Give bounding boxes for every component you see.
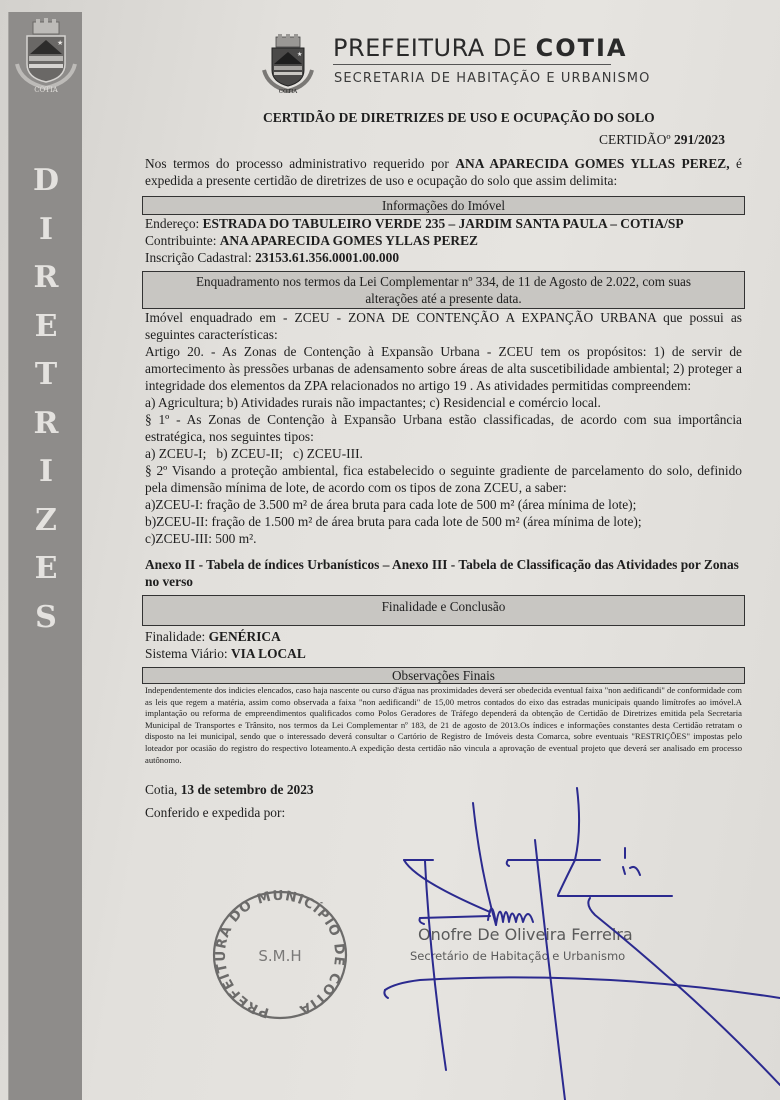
banner-letter: Z [35,502,57,538]
banner-letter: T [34,357,58,392]
framework-heading-line1: Enquadramento nos termos da Lei Complementar nº 334, de 11 de Agosto de 2.022, com suas [195,274,692,289]
property-taxpayer [145,232,742,249]
header-subtitle: SECRETARIA DE HABITAÇÃO E URBANISMO [334,71,651,86]
article-20: Artigo 20. - As Zonas de Contenção à Expansão Urbana - ZCEU tem os propósitos: 1) de servir de amortecimento às pressões urbanas de adensamento sobre áreas de alta suscetibilidade ambiental; 2) proteger a integridade dos elementos da ZPA relacionados no artigo 19 . As atividades permitidas compreendem: [145,344,742,393]
header-divider [333,64,611,65]
banner-letter: I [38,454,54,489]
svg-text:★: ★ [57,39,64,47]
intro-text: Nos termos do processo administrativo requerido por [145,156,456,171]
label: Sistema Viário: [145,646,231,661]
document-title: CERTIDÃO DE DIRETRIZES DE USO E OCUPAÇÃO DO SOLO [263,110,655,125]
svg-text:COTIA: COTIA [278,89,298,94]
header-title-prefix: PREFEITURA DE [333,34,536,62]
banner-letter: E [34,551,58,586]
svg-text:COTIA: COTIA [34,86,58,94]
registry-value: 23153.61.356.0001.00.000 [255,250,400,265]
certificate-number [599,132,725,148]
section-heading-observations: Observações Finais [142,667,745,684]
svg-text:S.M.H: S.M.H [258,947,302,965]
intro-text-end: é expedida a presente certidão de diretrizes de uso e ocupação do solo que assim delimita: [145,156,743,188]
issue-place: Cotia, [145,782,181,798]
banner-letter: I [38,211,54,247]
header-title [333,34,628,62]
zceu-1-rule: a)ZCEU-I: fração de 3.500 m² de área bruta para cada lote de 500 m² (área mínima de lote); [145,497,637,512]
signatory-name: Onofre De Oliveira Ferreira [418,925,633,944]
taxpayer-value: ANA APARECIDA GOMES YLLAS PEREZ [219,233,478,248]
applicant-name: ANA APARECIDA GOMES YLLAS PEREZ, [455,156,730,171]
purpose-value: GENÉRICA [208,629,281,644]
header-title-city: COTIA [535,34,628,62]
label: Contribuinte: [145,233,220,248]
label: Endereço: [145,216,203,231]
banner-letter: E [34,308,58,344]
intro-paragraph [145,155,742,189]
annex-note: Anexo II - Tabela de índices Urbanísticos – Anexo III - Tabela de Classificação das Atividades por Zonas no verso [145,557,739,589]
zceu-2-rule: b)ZCEU-II: fração de 1.500 m² de área bruta para cada lote de 500 m² (área mínima de lote); [145,514,642,529]
road-system [145,645,742,662]
paragraph-2: § 2º Visando a proteção ambiental, fica estabelecido o seguinte gradiente de parcelamento do solo, definido pela dimensão mínima de lote, de acordo com os tipos de zona ZCEU, a saber: [145,463,742,495]
label: Inscrição Cadastral: [145,250,256,265]
banner-letter: R [33,405,59,441]
official-stamp [205,888,355,1023]
issued-by-label: Conferido e expedida por: [145,805,286,821]
svg-text:★: ★ [297,52,303,58]
paragraph-1: § 1º - As Zonas de Contenção à Expansão Urbana estão classificadas, de acordo com sua importância estratégica, nos seguintes tipos: [145,412,742,444]
section-heading-property: Informações do Imóvel [142,196,745,215]
banner-letter: S [35,599,57,635]
property-address [145,215,742,232]
purpose [145,628,742,645]
property-registry [145,249,742,266]
issue-date [145,781,742,798]
banner-letter: R [33,260,59,295]
zone-types: a) ZCEU-I; b) ZCEU-II; c) ZCEU-III. [145,446,363,461]
section-heading-conclusion: Finalidade e Conclusão [142,595,745,626]
coat-of-arms-icon [13,18,79,98]
road-value: VIA LOCAL [230,646,306,661]
framework-heading-line2: alterações até a presente data. [365,291,522,306]
zceu-3-rule: c)ZCEU-III: 500 m². [145,531,257,546]
permitted-activities: a) Agricultura; b) Atividades rurais não impactantes; c) Residencial e comércio local. [145,395,601,410]
svg-text:PREFEITURA DO MUNICÍPIO DE COT: PREFEITURA DO MUNICÍPIO DE COTIA [212,888,348,1021]
observations-text: Independentemente dos indicies elencados, caso haja nascente ou curso d'água nas proximidades deverá ser obedecida eventual faixa "non aedificandi" de conformidade com as leis que regem a matéria, assim como observada a faixa "non aedificandi" de 15,00 metros contados do eixo das estradas municipais quando limítrofes ao imóvel.A implantação ou reforma de empreendimentos qualificados como Polos Geradores de Tráfego dependerá da obtenção de Certidão de Diretrizes emitida pela Secretaria Municipal de Transportes e Trânsito, nos termos da Lei Complementar nº 183, de 21 de agosto de 2013.Os índices e informações constantes desta Certidão retratam o disposto na lei municipal, sendo que o interessado deverá consultar o Cartório de Registro de Imóveis desta Comarca, sobre eventuais "RESTRIÇÕES" impostas pelo loteador por ocasião do registro do respectivo loteamento.A expedição desta certidão não vincula a aprovação de eventual projeto que deverá ser analisado em processo autônomo. [145,685,742,765]
section-heading-framework [142,271,745,309]
certificate-label: CERTIDÃOº [598,132,671,147]
banner-letter: D [32,163,59,198]
zone-text: Imóvel enquadrado em - ZCEU - ZONA DE CONTENÇÃO A EXPANÇÃO URBANA que possui as seguintes características: [145,310,742,342]
signatory-role: Secretário de Habitação e Urbanismo [410,949,626,963]
document-body [145,155,742,821]
side-banner [8,12,82,1100]
coat-of-arms-icon [262,34,314,94]
address-value: ESTRADA DO TABULEIRO VERDE 235 – JARDIM SANTA PAULA – COTIA/SP [202,216,684,231]
certificate-number-value: 291/2023 [673,132,725,147]
issue-date-value: 13 de setembro de 2023 [180,782,314,798]
banner-vertical-word [9,157,83,642]
label: Finalidade: [145,629,209,644]
